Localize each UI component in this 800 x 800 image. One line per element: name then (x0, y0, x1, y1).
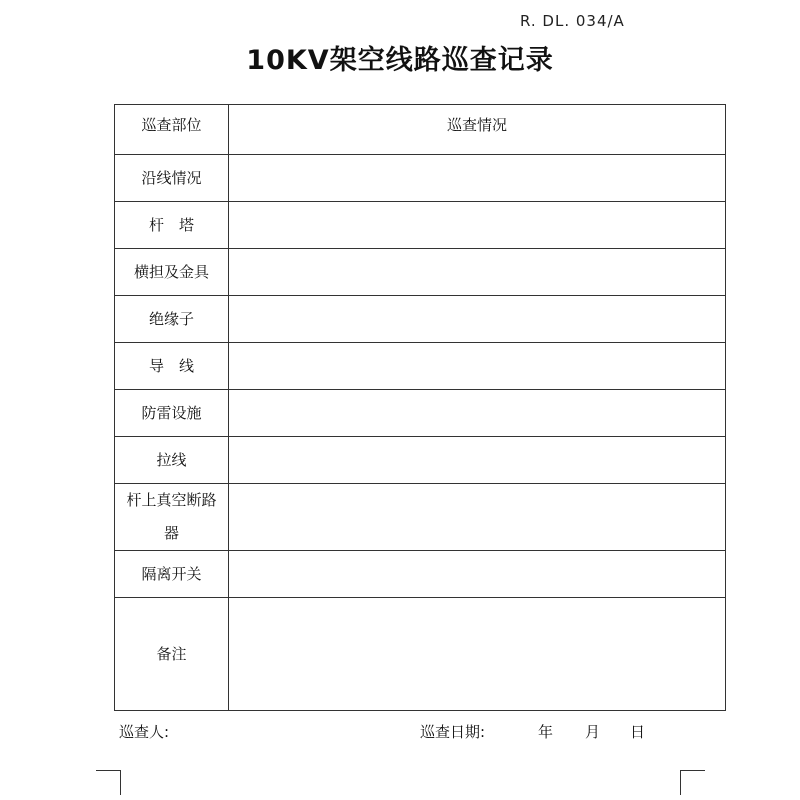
crop-mark-right (680, 770, 705, 795)
document-title: 10KV架空线路巡查记录 (246, 45, 554, 76)
row-label-guy-wire: 拉线 (115, 437, 229, 484)
header-inspection-status: 巡查情况 (229, 105, 726, 155)
table-row (115, 343, 726, 390)
table-row (115, 249, 726, 296)
inspection-record-table (114, 104, 726, 711)
table-row (115, 390, 726, 437)
row-label-pole-tower: 杆 塔 (115, 202, 229, 249)
table-row (115, 296, 726, 343)
inspection-date (420, 721, 646, 742)
row-value-remarks[interactable] (229, 598, 726, 711)
table-row (115, 155, 726, 202)
row-value-isolating-switch[interactable] (229, 551, 726, 598)
table-header-row (115, 105, 726, 155)
row-label-remarks: 备注 (115, 598, 229, 711)
date-label: 巡查日期: (420, 723, 486, 741)
document-code: R. DL. 034/A (520, 12, 625, 30)
row-value-pole-vacuum-breaker[interactable] (229, 484, 726, 551)
row-value-conductor[interactable] (229, 343, 726, 390)
row-label-insulator: 绝缘子 (115, 296, 229, 343)
row-value-insulator[interactable] (229, 296, 726, 343)
row-value-pole-tower[interactable] (229, 202, 726, 249)
row-value-lightning-protection[interactable] (229, 390, 726, 437)
table-row (115, 437, 726, 484)
day-label: 日 (630, 723, 646, 741)
row-label-conductor: 导 线 (115, 343, 229, 390)
month-label: 月 (585, 723, 601, 741)
crop-mark-left (96, 770, 121, 795)
row-label-crossarm-fittings: 横担及金具 (115, 249, 229, 296)
row-value-guy-wire[interactable] (229, 437, 726, 484)
row-value-route-condition[interactable] (229, 155, 726, 202)
table-row (115, 202, 726, 249)
year-label: 年 (538, 723, 554, 741)
table-row (115, 484, 726, 551)
row-label-pole-vacuum-breaker: 杆上真空断路器 (115, 484, 229, 551)
row-value-crossarm-fittings[interactable] (229, 249, 726, 296)
header-inspection-part: 巡查部位 (115, 105, 229, 155)
row-label-lightning-protection: 防雷设施 (115, 390, 229, 437)
table-row (115, 551, 726, 598)
row-label-isolating-switch: 隔离开关 (115, 551, 229, 598)
table-row (115, 598, 726, 711)
inspector-label: 巡查人: (119, 723, 170, 741)
row-label-route-condition: 沿线情况 (115, 155, 229, 202)
